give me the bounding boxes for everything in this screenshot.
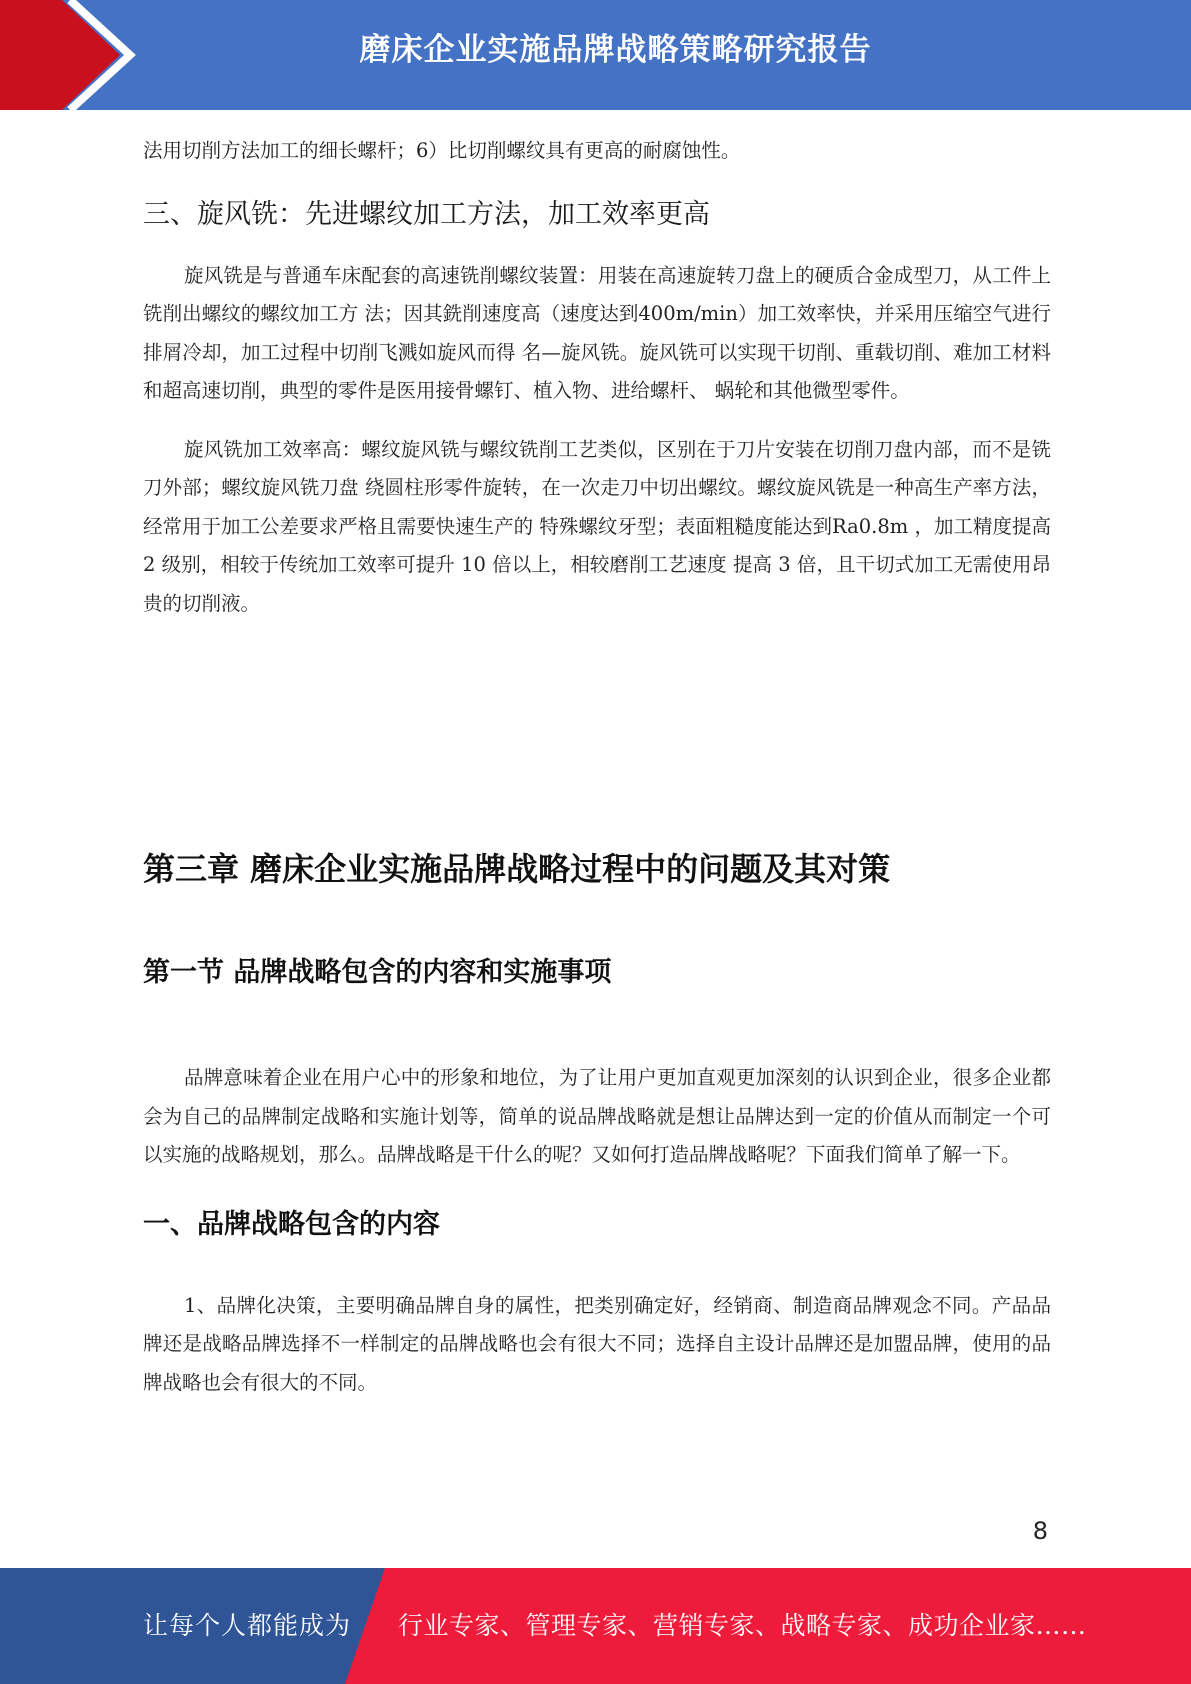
subsection-title-brand-content: 一、品牌战略包含的内容 [143,1208,440,1240]
paragraph-brand-item-1: 1、品牌化决策，主要明确品牌自身的属性，把类别确定好，经销商、制造商品牌观念不同。产品品牌还是战略品牌选择不一样制定的品牌战略也会有很大不同；选择自主设计品牌还是加盟品牌，使用的品牌战略也会有很大的不同。 [143,1293,1051,1394]
paragraph-brand-intro: 品牌意味着企业在用户心中的形象和地位，为了让用户更加直观更加深刻的认识到企业，很多企业都会为自己的品牌制定战略和实施计划等，简单的说品牌战略就是想让品牌达到一定的价值从而制定一个可以实施的战略规划，那么。品牌战略是干什么的呢？又如何打造品牌战略呢？下面我们简单了解一下。 [143,1066,1051,1166]
page-footer [0,1568,1191,1684]
paragraph-whirlwind-efficiency: 旋风铣加工效率高：螺纹旋风铣与螺纹铣削工艺类似，区别在于刀片安装在切削刀盘内部，而不是铣刀外部；螺纹旋风铣刀盘 绕圆柱形零件旋转，在一次走刀中切出螺纹。螺纹旋风铣是一种高生产率方法，经常用于加工公差要求严格且需要快速生产的 特殊螺纹牙型；表面粗糙度能达到Ra0.8m ，加工精度提高 2 级别，相较于传统加工效率可提升 10 倍以上，相较磨削工艺速度 提高 3 倍，且干切式加工无需使用昂贵的切削液。 [143,437,1051,615]
paragraph-whirlwind-intro: 旋风铣是与普通车床配套的高速铣削螺纹装置：用装在高速旋转刀盘上的硬质合金成型刀，从工件上铣削出螺纹的螺纹加工方 法；因其銑削速度高（速度达到400m/min）加工效率快，并采用压缩空气进行排屑冷却，加工过程中切削飞溅如旋风而得 名—旋风铣。旋风铣可以实现干切削、重载切削、难加工材料和超高速切削，典型的零件是医用接骨螺钉、植入物、进给螺杆、 蜗轮和其他微型零件。 [143,263,1051,402]
page-header [0,0,1191,110]
header-chevron-decoration [0,0,160,110]
document-body [143,132,1051,1402]
header-title: 磨床企业实施品牌战略策略研究报告 [359,32,872,68]
section-title: 第一节 品牌战略包含的内容和实施事项 [143,957,612,988]
continued-paragraph: 法用切削方法加工的细长螺杆；6）比切削螺纹具有更高的耐腐蚀性。 [143,139,741,162]
footer-slogan-left: 让每个人都能成为 [143,1611,352,1640]
page-number: 8 [1032,1517,1048,1545]
footer-slogan-right: 行业专家、管理专家、营销专家、战略专家、成功企业家…… [398,1611,1087,1640]
chapter-title: 第三章 磨床企业实施品牌战略过程中的问题及其对策 [143,850,891,888]
section-heading-whirlwind: 三、旋风铣：先进螺纹加工方法，加工效率更高 [143,198,710,230]
